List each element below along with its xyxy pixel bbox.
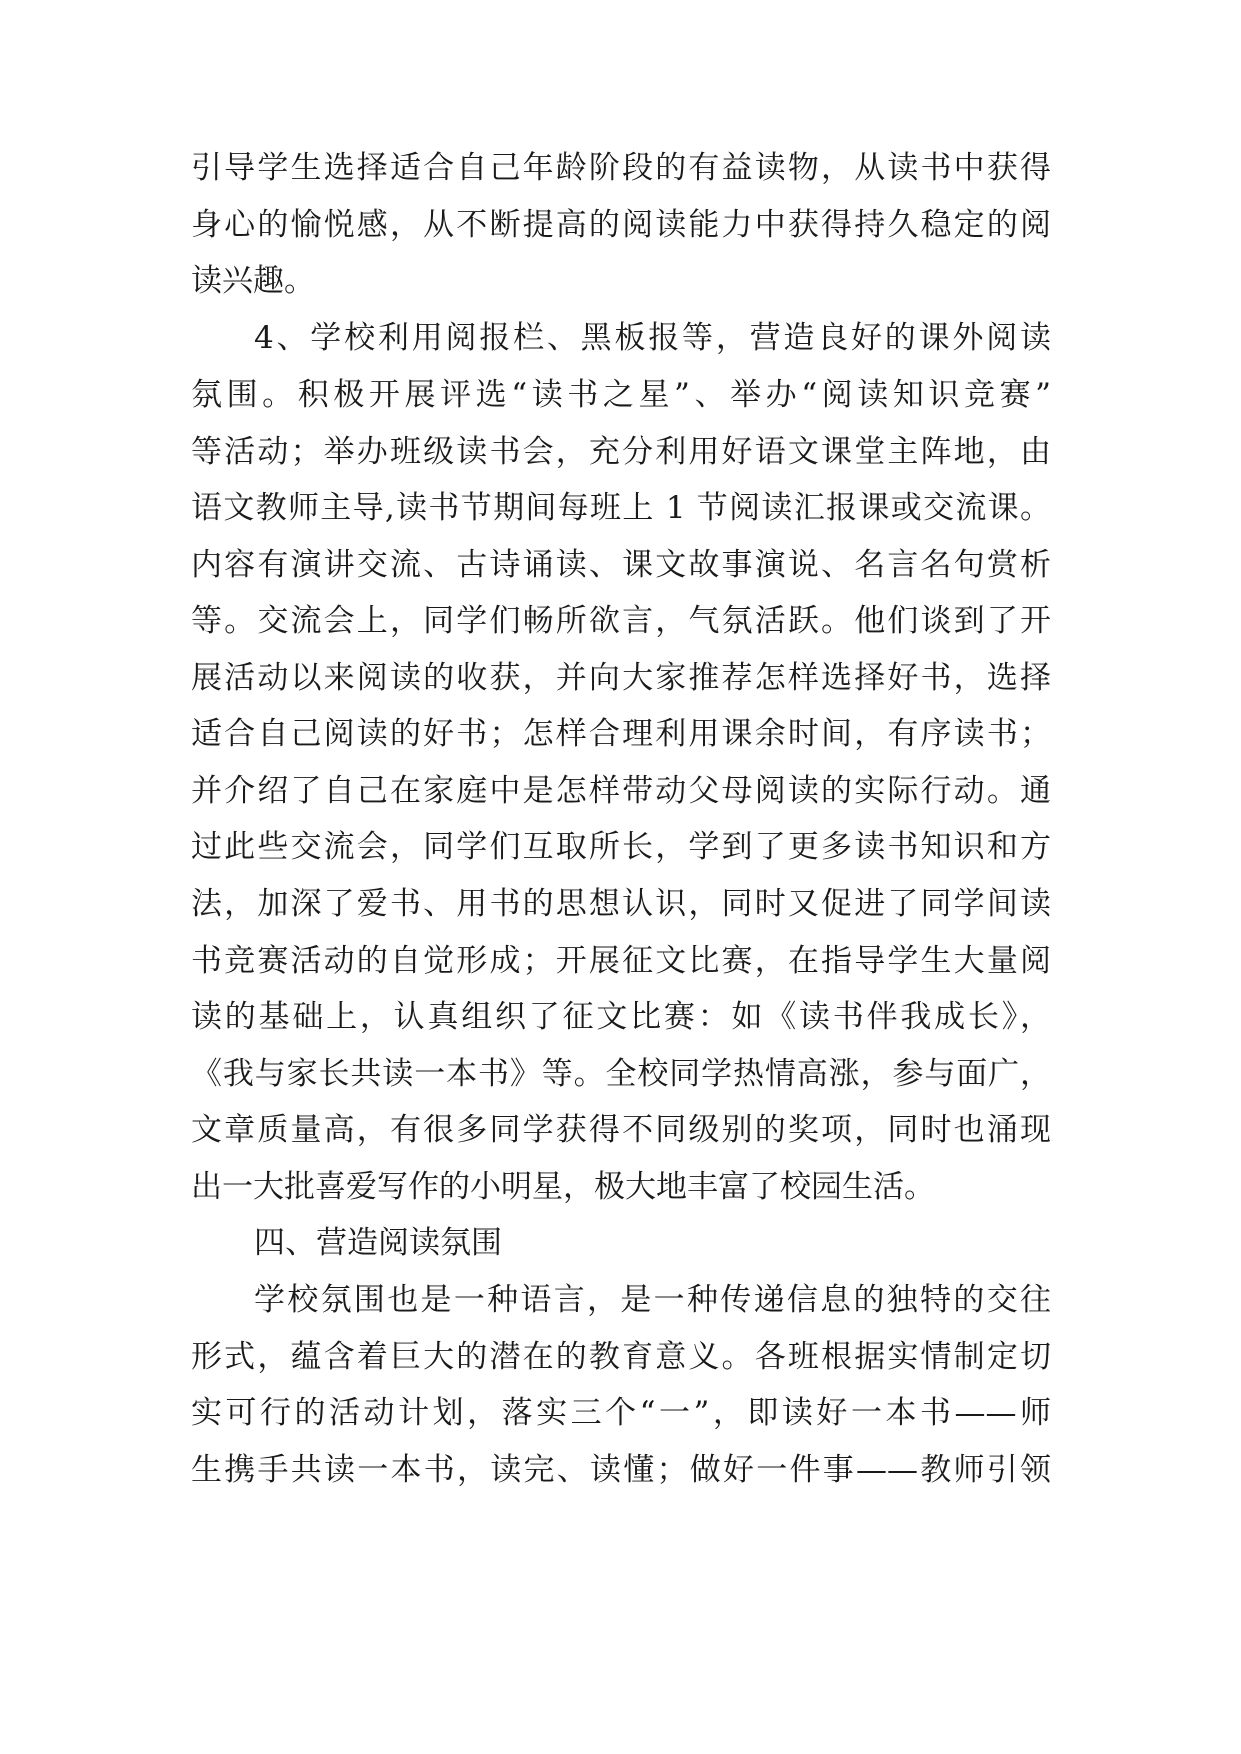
- paragraph-line: 过此些交流会，同学们互取所长，学到了更多读书知识和方: [191, 829, 1051, 865]
- paragraph-line: 法，加深了爱书、用书的思想认识，同时又促进了同学间读: [191, 886, 1051, 922]
- paragraph-line: 等。交流会上，同学们畅所欲言，气氛活跃。他们谈到了开: [191, 603, 1051, 639]
- paragraph-line: 展活动以来阅读的收获，并向大家推荐怎样选择好书，选择: [191, 660, 1051, 696]
- paragraph-line: 语文教师主导,读书节期间每班上 1 节阅读汇报课或交流课。: [191, 490, 1051, 526]
- paragraph-line: 实可行的活动计划，落实三个“一”，即读好一本书——师: [191, 1395, 1051, 1431]
- paragraph-line: 形式，蕴含着巨大的潜在的教育意义。各班根据实情制定切: [191, 1339, 1051, 1375]
- paragraph-line: 书竞赛活动的自觉形成；开展征文比赛，在指导学生大量阅: [191, 943, 1051, 979]
- paragraph-line: 文章质量高，有很多同学获得不同级别的奖项，同时也涌现: [191, 1112, 1051, 1148]
- paragraph-line: 生携手共读一本书，读完、读懂；做好一件事——教师引领: [191, 1452, 1051, 1488]
- paragraph-line: 读的基础上，认真组织了征文比赛：如《读书伴我成长》，: [191, 999, 1051, 1035]
- paragraph-line: 《我与家长共读一本书》等。全校同学热情高涨，参与面广，: [191, 1056, 1051, 1092]
- paragraph-line: 学校氛围也是一种语言，是一种传递信息的独特的交往: [254, 1282, 1051, 1318]
- paragraph-line: 引导学生选择适合自己年龄阶段的有益读物，从读书中获得: [191, 150, 1051, 186]
- paragraph-line: 读兴趣。: [191, 263, 315, 299]
- section-heading: 四、营造阅读氛围: [254, 1225, 502, 1261]
- paragraph-line: 适合自己阅读的好书；怎样合理利用课余时间，有序读书；: [191, 716, 1051, 752]
- paragraph-line: 4、学校利用阅报栏、黑板报等，营造良好的课外阅读: [254, 320, 1051, 356]
- paragraph-line: 身心的愉悦感，从不断提高的阅读能力中获得持久稳定的阅: [191, 207, 1051, 243]
- paragraph-line: 氛围。积极开展评选“读书之星”、举办“阅读知识竞赛”: [191, 377, 1051, 413]
- paragraph-line: 内容有演讲交流、古诗诵读、课文故事演说、名言名句赏析: [191, 547, 1051, 583]
- paragraph-line: 出一大批喜爱写作的小明星，极大地丰富了校园生活。: [191, 1169, 935, 1205]
- paragraph-line: 等活动；举办班级读书会，充分利用好语文课堂主阵地，由: [191, 434, 1051, 470]
- paragraph-line: 并介绍了自己在家庭中是怎样带动父母阅读的实际行动。通: [191, 773, 1051, 809]
